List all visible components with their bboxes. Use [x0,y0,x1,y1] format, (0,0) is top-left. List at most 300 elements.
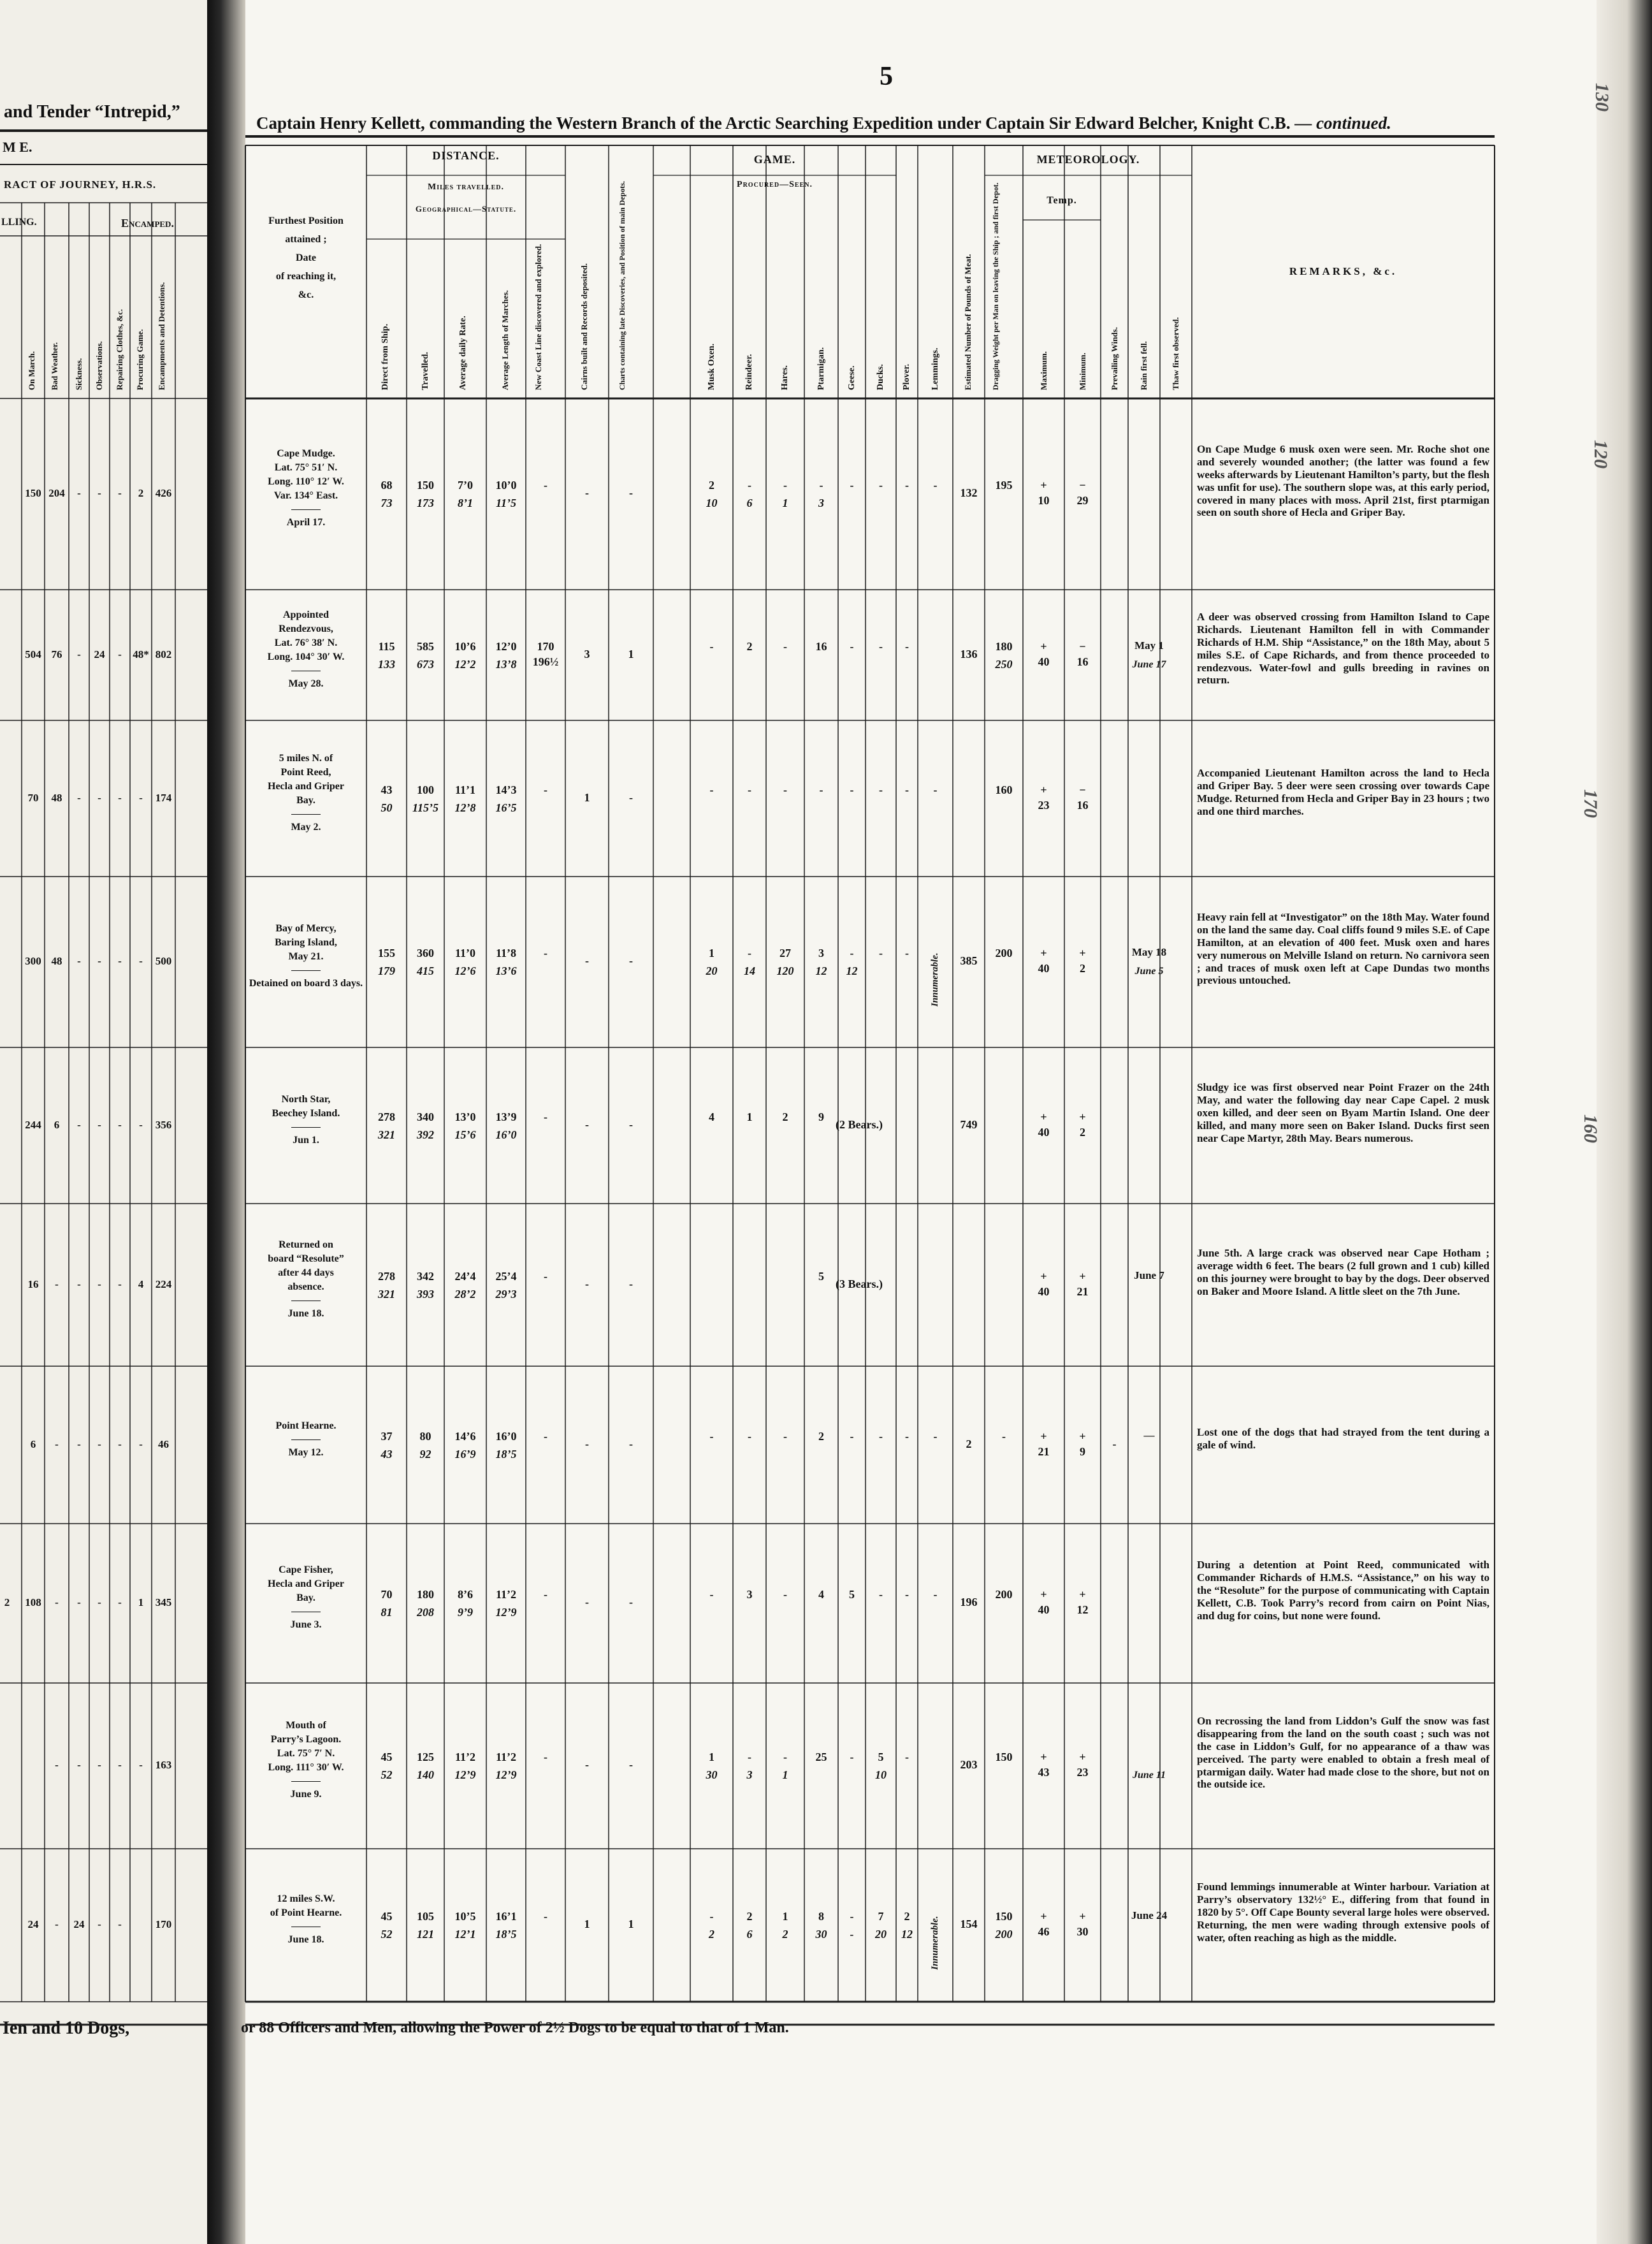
temp-max: + 40 [1038,1111,1050,1139]
left-column-label: On March. [27,351,36,390]
game-procured: 25 [815,1751,827,1763]
game-seen: 2 [709,1928,714,1941]
temp-min: + 30 [1076,1910,1089,1939]
left-cell: 345 [155,1596,172,1608]
game-column-label: Lemmings. [930,347,940,390]
game-procured: - [819,479,823,492]
rate-statute: 12’2 [454,658,476,671]
left-cell: 356 [155,1119,172,1131]
new-coast-value: 170 196½ [532,640,559,669]
meteorology-header: METEOROLOGY. [1036,153,1140,166]
game-procured: 1 [746,1111,753,1123]
position-line: Long. 104° 30′ W. [267,652,345,662]
date-separator [291,1439,321,1440]
length-statute: 12’9 [495,1606,517,1619]
distance-column-label: Average daily Rate. [458,316,468,390]
length-statute: 16’0 [495,1128,517,1141]
game-procured: - [709,1430,714,1443]
left-cell: 244 [25,1119,41,1131]
row-remarks: On recrossing the land from Liddon’s Gulf the snow was fast disappearing from the land on the south coast ; such was not the case in Liddon’s Gulf, for no appearance of a thaw was perceived. The party were enabled to obtain a fresh meal of ptarmigan daily. Water had made close to the shore, but not on the outside ice. [1197,1715,1489,1791]
length-statute: 13’8 [495,658,517,671]
direct-geographical: 278 [378,1270,395,1283]
travelled-geographical: 150 [417,479,434,492]
game-procured: - [850,1751,854,1763]
meteorology-column-label: Minimum. [1077,353,1087,390]
left-cell: 108 [25,1596,41,1608]
meteorology-column-label: Thaw first observed. [1171,317,1180,390]
date-separator [291,814,321,815]
game-procured: - [783,1430,787,1443]
game-procured: - [905,1430,909,1443]
direct-statute: 50 [380,801,393,814]
rate-geographical: 24’4 [454,1270,476,1283]
position-line: Long. 111° 30′ W. [268,1762,344,1773]
drag-ship: 160 [995,783,1013,796]
game-procured: 4 [709,1111,714,1123]
rate-statute: 9’9 [458,1606,473,1619]
cairns-value: - [585,1758,589,1771]
date-separator [291,509,321,510]
game-procured: - [850,1910,854,1923]
cairns-value: 3 [584,648,590,660]
left-cell: 204 [48,487,65,499]
game-procured: - [850,479,854,492]
game-procured: - [748,1430,751,1443]
thaw-value: June 11 [1132,1770,1166,1781]
travelled-geographical: 100 [417,783,434,796]
meat-column-label: Estimated Number of Pounds of Meat. [963,254,973,390]
left-cell: 24 [94,648,105,660]
position-line: Hecla and Griper [268,781,344,792]
position-line: board “Resolute” [268,1253,344,1264]
left-cell: 16 [27,1278,39,1290]
left-cell: - [77,1596,81,1608]
winds-value: - [1112,1438,1117,1450]
left-heading: and Tender “Intrepid,” [4,102,180,122]
left-cell: - [139,955,143,967]
left-extract-heading: RACT OF JOURNEY, H.R.S. [4,178,157,191]
left-cell: - [139,1759,143,1771]
temp-min: + 2 [1079,947,1086,975]
left-cell: - [77,1759,81,1771]
distance-column-label: Average Length of Marches. [500,290,510,390]
charts-value: 1 [628,648,634,660]
game-column-label: Geese. [846,365,857,390]
position-line: North Star, [281,1094,331,1105]
new-coast-value: - [544,1430,547,1443]
travelled-geographical: 125 [417,1751,434,1763]
left-cell: 802 [155,648,172,660]
cairns-value: - [585,1278,589,1290]
drag-ship: 150 [995,1751,1013,1763]
position-line: Lat. 75° 7′ N. [277,1748,335,1759]
left-cell: - [118,487,122,499]
cairns-value: 1 [584,791,590,804]
charts-value: - [629,954,633,967]
game-procured: - [709,1588,714,1601]
row-date: Jun 1. [293,1135,319,1146]
left-cell: - [55,1438,59,1450]
row-date: June 18. [287,1934,324,1945]
game-procured: - [850,947,854,959]
cairns-value: - [585,486,589,499]
game-procured: 9 [818,1111,824,1123]
left-cell: - [139,1119,143,1131]
direct-statute: 81 [380,1606,393,1619]
temp-max: + 23 [1038,783,1050,812]
game-header: GAME. [753,153,796,166]
rate-geographical: 11’1 [454,783,475,796]
position-line: Long. 110° 12′ W. [268,476,344,487]
direct-geographical: 155 [378,947,395,959]
game-procured: - [783,640,787,653]
travelled-geographical: 105 [417,1910,434,1923]
row-remarks: On Cape Mudge 6 musk oxen were seen. Mr. Roche shot one and severely wounded another; (the latter was found a few weeks afterwards by Lieutenant Hamilton’s party, but the flesh was unfit for use). The southern slope was, at this early period, covered in many places with moss. April 21st, first ptarmigan seen on south shore of Hecla and Griper Bay. [1197,443,1489,519]
position-line: Point Reed, [280,767,331,778]
new-coast-value: - [544,479,547,492]
temp-min: + 2 [1079,1111,1086,1139]
rate-geographical: 11’0 [454,947,475,959]
travelled-geographical: 360 [417,947,434,959]
length-geographical: 11’8 [495,947,516,959]
left-cell: 46 [158,1438,169,1450]
rate-statute: 28’2 [454,1288,476,1300]
distance-column-label: Direct from Ship. [380,323,390,390]
left-cell: 70 [27,792,39,804]
left-cell: 1 [138,1596,144,1608]
game-procured: 1 [709,1751,714,1763]
meat-value: 749 [960,1118,978,1131]
length-geographical: 12’0 [495,640,517,653]
left-cell: 2 [4,1596,10,1608]
left-cell: 48* [133,648,149,660]
position-line: Baring Island, [275,937,337,948]
game-procured: 3 [746,1588,753,1601]
left-cell: 2 [138,487,144,499]
left-cell: - [55,1918,59,1930]
rate-geographical: 10’5 [454,1910,476,1923]
game-seen: 2 [782,1928,788,1941]
travelled-geographical: 585 [417,640,434,653]
length-geographical: 25’4 [495,1270,517,1283]
game-column-label: Ducks. [876,364,885,390]
position-line: Bay of Mercy, [275,923,337,934]
meat-value: 385 [960,954,978,967]
game-procured: - [709,640,714,653]
temp-max: + 40 [1038,640,1050,669]
new-coast-value: - [544,947,547,959]
direct-statute: 321 [378,1288,395,1300]
rate-geographical: 13’0 [454,1111,476,1123]
game-procured: - [783,1588,787,1601]
game-procured: - [879,640,883,653]
position-header-line: of reaching it, [275,271,337,282]
game-seen: - [850,1928,854,1941]
game-column-label: Reindeer. [744,354,754,390]
left-cell: 24 [27,1918,39,1930]
rain-value: — [1143,1429,1155,1441]
direct-geographical: 115 [378,640,395,653]
length-geographical: 11’2 [495,1588,516,1601]
temp-max: + 21 [1038,1430,1050,1459]
travelled-geographical: 342 [417,1270,434,1283]
margin-note: 160 [1580,1114,1601,1143]
left-cell: 48 [51,792,62,804]
left-cell: 426 [155,487,172,499]
row-date: Detained on board 3 days. [249,978,363,989]
travelled-statute: 392 [417,1128,434,1141]
temp-max: + 46 [1038,1910,1050,1939]
length-statute: 18’5 [495,1448,517,1461]
game-procured: - [879,479,883,492]
distance-header: DISTANCE. [432,149,500,162]
game-procured: 5 [878,1751,884,1763]
charts-value: - [629,1278,633,1290]
game-procured: 3 [818,947,824,959]
thaw-value: June 5 [1134,966,1164,977]
geo-statute-header: Geographical—Statute. [415,204,517,214]
game-column-label: Plover. [902,363,911,390]
game-procured: - [905,947,909,959]
position-line: absence. [287,1281,324,1292]
new-coast-value: - [544,1270,547,1283]
position-line: Lat. 76° 38′ N. [274,638,338,648]
length-geographical: 16’0 [495,1430,517,1443]
meteorology-column-label: Prevailing Winds. [1109,327,1119,390]
direct-statute: 43 [380,1448,393,1461]
row-date: April 17. [286,517,326,528]
position-line: Bay. [296,1592,315,1603]
temp-min: + 23 [1076,1751,1089,1779]
drag-ship: 200 [995,1588,1013,1601]
row-date: June 3. [290,1619,322,1630]
date-separator [291,970,321,971]
row-remarks: During a detention at Point Reed, communicated with Commander Richards of H.M.S. “Assistance,” on his way to the “Resolute” for the purpose of communicating with Captain Kellett, C.B. Took Parry’s record from cairn on Point Nias, and dug for coins, but none were found. [1197,1559,1489,1622]
meat-value: 203 [960,1758,978,1771]
left-cell: - [118,1438,122,1450]
direct-geographical: 45 [380,1751,393,1763]
rate-geographical: 14’6 [454,1430,476,1443]
left-column-label: Encampments and Detentions. [157,282,166,390]
left-column-label: Sickness. [74,358,83,390]
game-innumerable: Innumerable. [929,952,940,1007]
direct-statute: 73 [380,497,393,509]
left-cell: 6 [30,1438,36,1450]
left-cell: - [118,1759,122,1771]
left-cell: - [98,1119,101,1131]
game-procured: - [905,640,909,653]
left-group-label: Encamped. [121,217,174,229]
game-seen: 10 [706,497,718,509]
rain-value: June 7 [1134,1269,1164,1281]
distance-column-label: Travelled. [421,351,430,390]
game-seen: 30 [815,1928,827,1941]
travelled-statute: 173 [417,497,434,509]
temp-min: − 29 [1076,479,1089,507]
distance-column-label: New Coast Line discovered and explored. [533,244,543,390]
rate-statute: 8’1 [458,497,473,509]
drag-ship: 200 [995,947,1013,959]
drag-ship: - [1002,1430,1006,1443]
game-procured: 2 [746,640,753,653]
game-procured: - [850,1430,854,1443]
game-procured: - [783,1751,787,1763]
left-cell: 48 [51,955,62,967]
length-statute: 16’5 [495,801,517,814]
miles-travelled-header: Miles travelled. [428,182,504,192]
game-procured: 1 [782,1910,788,1923]
row-remarks: June 5th. A large crack was observed near Cape Hotham ; average width 6 feet. The bears (2 full grown and 1 cub) killed on this journey were brought to bay by the dogs. Deer observed on Baker and Moore Island. A little sleet on the 7th June. [1197,1247,1490,1297]
left-cell: - [118,648,122,660]
game-seen: 120 [776,965,794,977]
new-coast-value: - [544,1910,547,1923]
game-procured: - [905,1588,909,1601]
direct-geographical: 278 [378,1111,395,1123]
travelled-geographical: 340 [417,1111,434,1123]
game-procured: 27 [779,947,791,959]
position-line: Returned on [279,1239,333,1250]
game-procured: - [905,479,909,492]
position-line: Var. 134° East. [273,490,338,501]
left-cell: 300 [25,955,41,967]
position-line: 12 miles S.W. [277,1893,335,1904]
game-seen: 12 [846,965,858,977]
meat-value: 136 [960,648,978,660]
length-geographical: 11’2 [495,1751,516,1763]
game-procured: - [748,1751,751,1763]
game-procured: 1 [709,947,714,959]
temp-min: + 21 [1076,1270,1089,1299]
left-cell: - [77,955,81,967]
game-procured: - [783,783,787,796]
game-procured: - [748,479,751,492]
game-procured: 5 [849,1588,855,1601]
game-procured: - [819,783,823,796]
game-procured: 8 [818,1910,824,1923]
game-bears-note: (3 Bears.) [836,1278,883,1290]
game-procured: - [850,783,854,796]
left-cell: 500 [155,955,172,967]
travelled-geographical: 80 [419,1430,431,1443]
position-line: Rendezvous, [279,623,333,634]
left-cell: - [98,955,101,967]
row-remarks: Sludgy ice was first observed near Point Frazer on the 24th May, and water the following day near Cape Capel. 2 musk oxen killed, and deer seen on Byam Martin Island. One deer killed, and many more seen on Baker Island. Ducks first seen near Cape Martyr, 28th May. Bears numerous. [1197,1081,1489,1144]
rain-value: May 1 [1134,639,1164,652]
left-cell: - [139,792,143,804]
left-cell: 150 [25,487,41,499]
left-cell: 163 [155,1759,172,1771]
game-procured: - [709,783,714,796]
temp-min: + 9 [1079,1430,1086,1459]
rate-geographical: 10’6 [454,640,476,653]
direct-statute: 321 [378,1128,395,1141]
temp-max: + 10 [1038,479,1050,507]
row-remarks: Found lemmings innumerable at Winter harbour. Variation at Parry’s observatory 132½° E., differing from that found in 1820 by 5°. Off Cape Bounty several large holes were observed. Returning, the men were wading through extensive pools of water, often reaching as high as the middle. [1197,1881,1489,1944]
travelled-statute: 92 [419,1448,431,1461]
position-line: of Point Hearne. [270,1907,342,1918]
left-cell: 76 [51,648,62,660]
position-line: Mouth of [286,1720,326,1731]
direct-statute: 179 [378,965,395,977]
left-cell: - [55,1278,59,1290]
left-cell: 170 [155,1918,172,1930]
direct-geographical: 70 [380,1588,393,1601]
charts-value: - [629,791,633,804]
charts-value: 1 [628,1918,634,1930]
position-line: Cape Mudge. [277,448,335,459]
meat-value: 132 [960,486,978,499]
game-procured: 2 [746,1910,753,1923]
left-column-label: Repairing Clothes, &c. [115,309,124,390]
row-date: June 9. [290,1789,322,1800]
new-coast-value: - [544,1588,547,1601]
temp-max: + 40 [1038,1270,1050,1299]
left-group-label: LLING. [1,217,37,228]
left-cell: - [98,1278,101,1290]
temp-max: + 40 [1038,1588,1050,1617]
row-date: May 12. [288,1447,324,1458]
row-remarks: Accompanied Lieutenant Hamilton across the land to Hecla and Griper Bay. 5 deer were seen crossing over towards Cape Mudge. Returned from Hecla and Griper Bay in 23 hours ; two and one third marches. [1197,767,1489,817]
row-date: May 28. [288,678,324,689]
meat-value: 2 [966,1438,972,1450]
temp-max: + 40 [1038,947,1050,975]
game-procured: - [905,783,909,796]
left-cell: - [98,1759,101,1771]
date-separator [291,1300,321,1301]
left-cell: - [98,487,101,499]
position-header-line: attained ; [285,234,327,245]
game-seen: 1 [782,497,788,509]
temp-min: − 16 [1076,783,1089,812]
game-seen: 12 [815,965,827,977]
game-procured: - [879,1430,883,1443]
game-procured: - [879,1588,883,1601]
game-procured: - [879,783,883,796]
row-date: June 18. [287,1308,324,1319]
left-cell: 24 [73,1918,85,1930]
length-statute: 13’6 [495,965,517,977]
meteorology-column-label: Maximum. [1038,351,1048,390]
direct-statute: 133 [378,658,395,671]
length-statute: 29’3 [495,1288,517,1300]
date-separator [291,1127,321,1128]
new-coast-value: - [544,783,547,796]
date-separator [291,1781,321,1782]
margin-note: 120 [1590,440,1611,469]
row-date: May 2. [291,822,321,833]
game-procured: 2 [782,1111,788,1123]
rate-statute: 15’6 [454,1128,476,1141]
left-cell: - [77,648,81,660]
left-cell: - [77,792,81,804]
game-seen: 3 [746,1768,753,1781]
game-innumerable: Innumerable. [929,1916,940,1970]
temp-min: − 16 [1076,640,1089,669]
cairns-value: - [585,1438,589,1450]
left-column-label: Procuring Game. [135,329,145,390]
length-statute: 18’5 [495,1928,517,1941]
new-coast-value: - [544,1111,547,1123]
length-geographical: 14’3 [495,783,517,796]
rate-statute: 12’1 [454,1928,476,1941]
position-line: May 21. [288,951,324,962]
left-cell: 174 [155,792,172,804]
left-cell: - [98,1918,101,1930]
game-bears-note: (2 Bears.) [836,1118,883,1131]
position-line: Parry’s Lagoon. [270,1734,342,1745]
new-coast-value: - [544,1751,547,1763]
length-geographical: 10’0 [495,479,517,492]
